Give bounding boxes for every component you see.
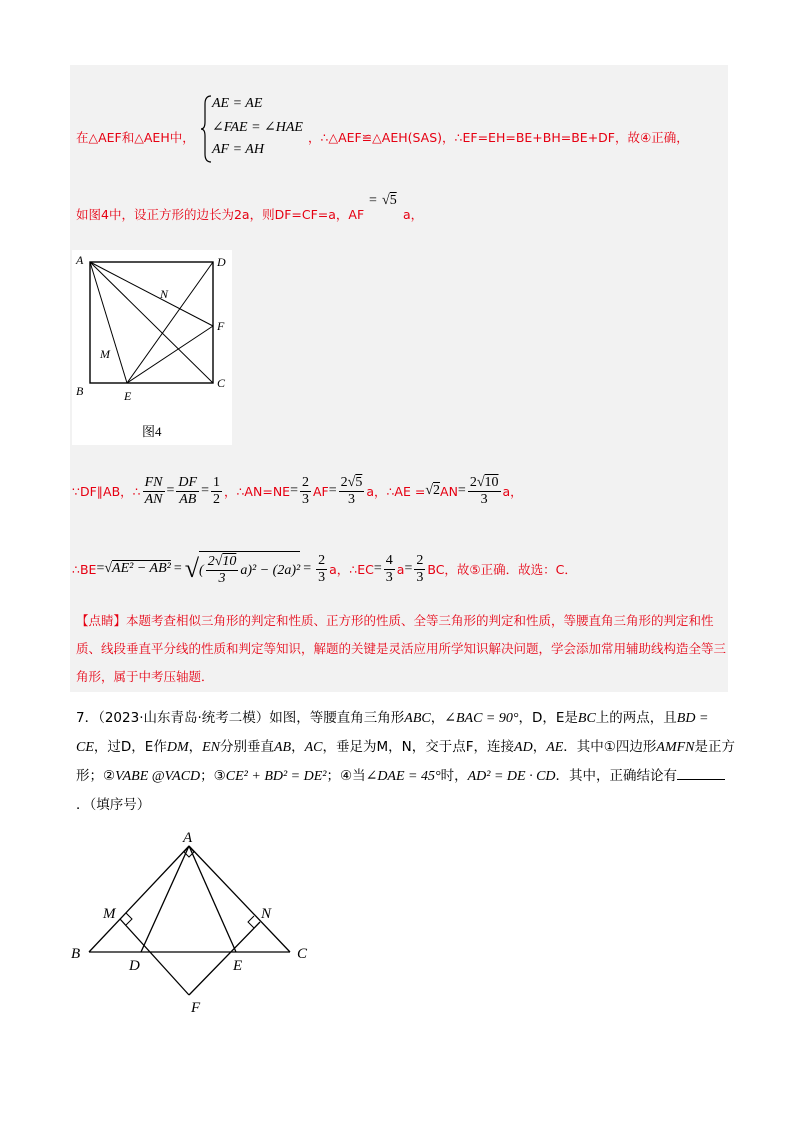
fig4-label-B: B (76, 384, 84, 398)
fig4-label-D: D (217, 255, 226, 269)
sqrt-5: √5 (382, 193, 397, 208)
fig7-label-D: D (129, 958, 140, 974)
solution-line2-suffix: a， (403, 207, 424, 222)
system-eq3: AF = AH (212, 142, 264, 157)
solution-line3: ∵DF∥AB，∴ $\frac{FN}{AN}$ = $\frac{DF}{AB}$ = $\frac{1}{2}$ ，∴AN=NE = $\frac{2}{3}$ AF = $\frac{2√5}{3}$ a，∴AE = √2 AN = $\frac{2√10}{3}$ a， (72, 474, 523, 507)
figure-4 (72, 250, 232, 445)
solution-line1-suffix: ，∴△AEF≌△AEH(SAS)，∴EF=EH=BE+BH=BE+DF，故④正确， (308, 130, 689, 145)
solution-line2-prefix: 如图4中，设正方形的边长为2a，则DF=CF=a，AF (76, 207, 365, 222)
fig4-label-M: M (100, 347, 110, 361)
summary-note (76, 607, 726, 691)
solution-line4: ∴BE = √AE² − AB² = √ ( $\frac{2√10}{3}$ a)² − (2a)² = $\frac{2}{3}$ a，∴EC = $\frac{4}{3}$ a = $\frac{2}{3}$ BC，故⑤正确．故选：C． (72, 552, 577, 586)
fig7-label-E: E (233, 958, 243, 974)
note-text: 本题考查相似三角形的判定和性质、正方形的性质、全等三角形的判定和性质，等腰直角三角形的判定和性质、线段垂直平分线的性质和判定等知识，解题的关键是灵活应用所学知识解决问题，学会添加常用辅助线构造全等三角形，属于中考压轴题． (76, 613, 727, 684)
fig7-label-F: F (191, 1000, 201, 1016)
answer-blank[interactable] (677, 765, 725, 780)
system-eq1: AE = AE (212, 96, 263, 111)
fig7-label-A: A (183, 830, 193, 846)
note-tag: 【点睛】 (76, 613, 127, 628)
fig4-label-A: A (76, 253, 84, 267)
fig4-label-C: C (217, 376, 226, 390)
fig4-caption: 图4 (142, 424, 162, 439)
system-eq2: ∠FAE = ∠HAE (212, 120, 303, 135)
question-7-figure (65, 828, 335, 1018)
fig7-label-N: N (261, 906, 272, 922)
fig4-label-F: F (217, 319, 225, 333)
fig4-label-N: N (160, 287, 169, 301)
solution-line1-prefix: 在△AEF和△AEH中， (76, 130, 195, 145)
fig4-label-E: E (124, 389, 132, 403)
fig7-label-B: B (71, 946, 81, 962)
fig7-label-M: M (103, 906, 116, 922)
fig7-label-C: C (297, 946, 308, 962)
equals-sign: = (369, 193, 377, 208)
question-7: 7．（2023·山东青岛·统考二模）如图，等腰直角三角形ABC，∠BAC = 90°，D，E是BC上的两点，且BD = CE，过D，E作DM，EN分别垂直AB，AC，垂足为M，N，交于点F，连接AD，AE．其中①四边形AMFN是正方形；②VABE @VACD；③CE² + BD² = DE²；④当∠DAE = 45°时，AD² = DE · CD．其中，正确结论有．（填序号） (76, 710, 736, 813)
